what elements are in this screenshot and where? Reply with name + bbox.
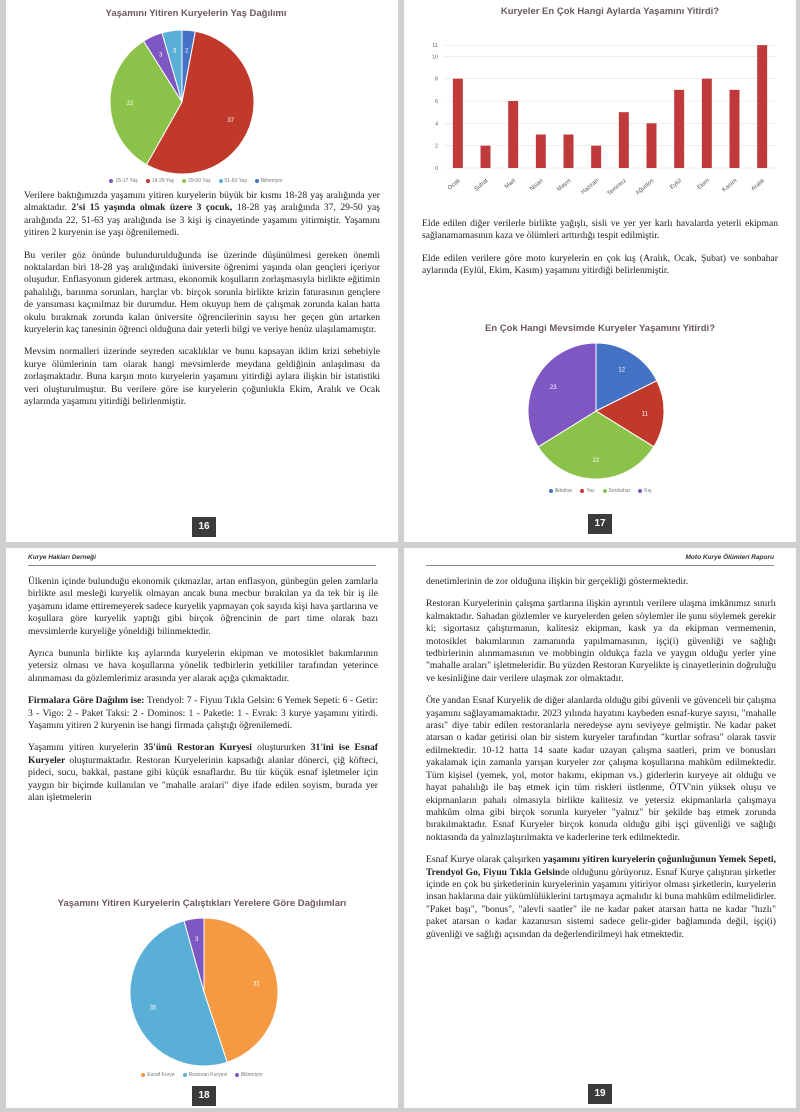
legend-item: Bilinmiyor: [235, 1072, 263, 1078]
p16-para1-bold: 2'si 15 yaşında olmak üzere 3 çocuk,: [71, 202, 233, 214]
y-tick-label: 4: [434, 121, 438, 128]
pie-label: 3: [159, 52, 163, 59]
workplace-pie-chart: [124, 912, 284, 1072]
p18-para4-b: 35'ünü Restoran Kuryesi: [143, 742, 252, 754]
legend-item: 18-28 Yaş: [146, 178, 174, 184]
legend-swatch: [146, 179, 150, 183]
p19-para4-b: yaşamını yitiren kuryelerin çoğunluğunun Yemek Sepeti, Trendyol Go, Fiyuu Tıkla Gelsin: [426, 854, 777, 878]
y-tick-label: 11: [432, 43, 438, 50]
p18-para4-e: oluşturmaktadır. Restoran Kuryelerinin kapsadığı alanlar dönerci, çiğ köfteci, pideci, sucu, bakkal, pastane gibi küçük esnaflardır. Bu tür küçük esnaf işletmeler için yaygın bir biçimde kullanılan ve "mahalle aralari" diye ifade edilen soyism, burada yer alan işletmelerin: [28, 754, 379, 804]
bar-mart: [508, 101, 518, 168]
header-rule: [426, 565, 774, 566]
bar-haziran: [591, 146, 601, 168]
p16-text: [24, 190, 380, 419]
p16-para1-a: Verilere baktığımızda yaşamını yitiren kuryelerin büyük bir kısmı 18-28 yaş aralığında yer almaktadır.: [24, 190, 380, 214]
page-number: 18: [192, 1086, 216, 1106]
page-number: 17: [588, 514, 612, 534]
x-tick-label: Kasım: [721, 178, 739, 194]
p18-para3-rest: Trendyol: 7 - Fiyuu Tıkla Gelsin: 6 Yemek Sepeti: 6 - Getir: 3 - Vigo: 2 - Paket Taksi: 2 - Dominos: 1 - Paketle: 1 - Evrak: 3 kurye yaşamını yitirdi. Yaşamını yitiren 2 kuryenin ise hangi firmada çalıştığı öğrenilemedi.: [28, 695, 379, 732]
header-left: Kurye Hakları Derneği: [28, 554, 96, 561]
legend-item: Esnaf Kurye: [141, 1072, 174, 1078]
legend-swatch: [255, 179, 259, 183]
age-chart-title: Yaşamını Yitiren Kuryelerin Yaş Dağılımı: [105, 8, 287, 19]
x-tick-label: Mart: [503, 178, 518, 191]
legend-swatch: [580, 489, 584, 493]
legend-swatch: [638, 489, 642, 493]
pie-label: 11: [641, 411, 649, 418]
legend-swatch: [235, 1073, 239, 1077]
header-right: Moto Kurye Ölümleri Raporu: [685, 554, 774, 561]
pie-label: 22: [592, 457, 600, 464]
legend-swatch: [603, 489, 607, 493]
p19-para3: Öte yandan Esnaf Kuryelik de diğer alanlarda olduğu gibi güvenli ve güvenceli bir çalışma yaşamını sağlayamamaktadır. 2023 yılında hayatını kaybeden esnaf-kurye sayısı, "mahalle arası" diye tabir edilen restoranlarla neredeyse aynı seviyeye gelmiştir. Ne kadar paket atarsan o kadar getirisi olan bir sistem kuryeler tarafından "kurtlar sofrası" olarak tasvir edilmektedir. 10-12 hatta 14 saate kadar uzayan çalışma saatleri, prim ve bonusları yakalamak için zamanla yarışan kuryeler zor çalışma koşullarına mahkûm edilmektedir. Tüm kişisel (yemek, yol, motor bakımı, ekipman vs.) giderlerin kuryeye ait olduğu ve hayat pahalılığı ile baş etmek için tüm riskleri üstlenme, ÖTV'nin yüksek oluşu ve ekipmanların pahalı olmasıyla birlikte kalitesiz ve yetersiz ekipmanlarla çalışmaya mahkûm olma gibi birçok sorunla kuryeler "yalnız" bir şekilde baş etmek zorunda bırakılmaktadır. Esnaf Kuryeler birçok konuda olduğu gibi işçi güvenliği ve sağlığı noktasında da yalnızlaştırılmakta ve kaderlerine terk edilmektedir.: [426, 695, 776, 843]
y-tick-label: 8: [434, 76, 438, 83]
p18-para3-bold: Firmalara Göre Dağılım ise:: [28, 695, 145, 707]
page-number: 19: [588, 1084, 612, 1104]
p16-para3: Mevsim normalleri üzerinde seyreden sıcaklıklar ve bunu kapsayan iklim krizi sebebiyle kurye ölümlerinin tam olarak hangi mevsimlerde meydana geldiğinin anlaşılması da zorlaşmaktadır. Buna karşın moto kuryelerin yaşamını yitirdiği aylara ilişkin bir istatistiki veri oluşturulmuştur. Bu verilere göre ise kuryelerin çoğunlukla Ekim, Aralık ve Ocak aylarında yaşamını yitirdiği belirlenmiştir.: [24, 346, 380, 408]
legend-item: İlkbahar: [549, 488, 573, 494]
pie-label: 35: [149, 1005, 157, 1012]
p19-para2: Restoran Kuryelerinin çalışma şartlarına ilişkin ayrıntılı verilere ulaşma imkânımız sınırlı kalmaktadır. Sahadan gözlemler ve kuryelerden gelen söylemler ile şunu söylemek gerekir ki; sigortasız çalıştırmanın, kalitesiz ekipman, kask ya da ekipman vermemenin, motosiklet bakımlarının zamanında yapılmamasının, işçi(i) güvenliği ve sağlığı tedbirlerinin alınmamasının ve mobbingin oldukça fazla ve yaygın olduğu yerler yine "mahalle araları" işletmeleridir. Bu yüzden Restoran Kuryelikte iş cinayetlerinin doğruluğu ve kesinliğine dair verilere ulaşmak zor olmaktadır.: [426, 598, 776, 684]
pie-label: 23: [549, 385, 557, 392]
p16-para2: Bu veriler göz önünde bulundurulduğunda ise üzerinde düşünülmesi gereken önemli noktalardan biri 18-28 yaş aralığındaki üniversite öğrenimi yaşında olan gençleri içeriyor oluşudur. Enflasyonun giderek artması, ekonomik koşulların zorlaşmasıyla birlikte eğitimin pahalılığı, barınma sorunları, harçlar vb. birçok sorunla birlikte krizin faturasının gençlere de yansıması kaçınılmaz bir durumdur. Hem okuyup hem de çalışmak zorunda kalan hatta okulu bırakmak zorunda kalan üniversite öğrencilerinin sayısı her geçen gün artarken kuryelerin kaç tanesinin öğrenci olduğuna dair yeterli bilgi ve veriye henüz ulaşılamamıştır.: [24, 249, 380, 336]
legend-item: 29-50 Yaş: [182, 178, 210, 184]
page-number: 16: [192, 517, 216, 537]
p18-para4: [28, 742, 378, 804]
p17-para2: Elde edilen verilere göre moto kuryelerin en çok kış (Aralık, Ocak, Şubat) ve sonbahar aylarında (Eylül, Ekim, Kasım) yaşamını yitirdiği belirlenmiştir.: [422, 252, 778, 277]
p16-para1: [24, 190, 380, 240]
x-tick-label: Ekim: [696, 178, 711, 192]
season-pie-chart: [516, 336, 676, 486]
page-19: [404, 548, 796, 1108]
season-chart-title: En Çok Hangi Mevsimde Kuryeler Yaşamını Yitirdi?: [484, 323, 715, 334]
p19-para4-a: Esnaf Kurye olarak çalışırken: [426, 854, 541, 866]
page-16: [6, 0, 398, 542]
month-bar-chart: [414, 0, 786, 205]
legend-item: Restoran Kuryesi: [183, 1072, 227, 1078]
x-tick-label: Nisan: [529, 178, 545, 193]
page-18: [6, 548, 398, 1108]
x-tick-label: Mayıs: [556, 178, 573, 193]
p18-text: [28, 576, 378, 815]
bar-nisan: [536, 135, 546, 169]
p17-text: [422, 218, 778, 288]
x-tick-label: Ocak: [447, 178, 462, 192]
month-chart-title: Kuryeler En Çok Hangi Aylarda Yaşamını Yitirdi?: [500, 6, 720, 17]
pie-label: 22: [126, 101, 134, 108]
legend-item: 51-63 Yaş: [219, 178, 247, 184]
p18-para1: Ülkenin içinde bulunduğu ekonomik çıkmazlar, artan enflasyon, günbegün gelen zamlarla birlikte asıl mesleği kuryelik olmayan ancak buna mecbur bırakılan ya da tek bir iş ile yaşamını idame ettiremeyerek sadece kuryelik yapmayan çok sayıda kişi hava şartlarına ve koşullara göre kuryelik yaptığı gibi birçok öğrencinin de part time olarak bazı mevsimlerde kuryeliğe yöneldiği bilinmektedir.: [28, 576, 378, 637]
legend-item: Yaz: [580, 488, 594, 494]
season-legend: [464, 488, 736, 494]
y-tick-label: 0: [434, 166, 438, 172]
pie-label: 3: [173, 48, 177, 55]
legend-item: 15-17 Yaş: [109, 178, 137, 184]
workplace-chart-title: Yaşamını Yitiren Kuryelerin Çalıştıkları Yerelere Göre Dağılımları: [57, 898, 347, 909]
bar-ekim: [702, 79, 712, 168]
x-tick-label: Şubat: [473, 178, 490, 193]
p19-para4-c: de olduğunu görüyoruz. Esnaf Kurye çalıştıran şirketler içinde en çok bu şirketlerinin kuryelerinin yaşamını yitiriyor olması şirketlerin, kuryelerin insan haklarına dair yükümlülüklerini tartışmaya açmalıdır ki buna mahkûm edilmelidirler. "Paket başı", "bonus", "alevli saatler" ile ne kadar paket atarsan hatta ne kadar "hızlı" paket atarsan o kadar kazanırsın sistemi sadece gelir-gider bağlamında değil, işçi(i) güvenliği ve sağlığı açısından da değerlendirilmeyi hak etmektedir.: [426, 866, 776, 940]
p18-para4-a: Yaşamını yitiren kuryelerin: [28, 742, 139, 754]
bar-aralık: [757, 45, 767, 168]
bar-mayıs: [564, 135, 574, 169]
x-tick-label: Haziran: [580, 178, 601, 196]
p16-para1-c: 18-28 yaş aralığında 37, 29-50 yaş aralığında 22, 51-63 yaş aralığında ise 3 kişi iş cinayetinde yaşamını yitirmiştir. Yaşamını yitiren 2 kuryenin ise yaşı öğrenilemedi.: [24, 202, 381, 239]
legend-item: Kış: [638, 488, 651, 494]
pie-label: 37: [227, 117, 235, 124]
bar-temmuz: [619, 112, 629, 168]
legend-swatch: [141, 1073, 145, 1077]
p19-para1: denetimlerinin de zor olduğuna ilişkin bir gerçekliği göstermektedir.: [426, 576, 689, 587]
y-tick-label: 6: [434, 99, 438, 105]
page-17: [404, 0, 796, 542]
pie-label: 12: [618, 367, 626, 374]
legend-item: Bilinmiyor: [255, 178, 283, 184]
bar-kasım: [730, 90, 740, 168]
p18-para3: [28, 695, 378, 732]
p19-text: [426, 576, 776, 951]
x-tick-label: Ağustos: [634, 178, 656, 197]
p19-para4: [426, 854, 776, 941]
bar-ağustos: [647, 123, 657, 168]
legend-item: Sonbahar: [603, 488, 631, 494]
legend-swatch: [549, 489, 553, 493]
p18-para4-d: 31'ini ise Esnaf Kuryeler: [28, 742, 378, 766]
p17-para1: Elde edilen diğer verilerle birlikte yağışlı, sisli ve yer yer karlı havalarda yeterli ekipman sağlanamamasının kaza ve ölümleri arttırdığı tespit edilmiştir.: [422, 218, 778, 242]
p18-para2: Ayrıca bununla birlikte kış aylarında kuryelerin ekipman ve motosiklet bakımlarının yetersiz olması ve hava koşullarına yönelik tedbirlerin yetkililer tarafından yeterince alınmaması da gözlemlerimiz arasında yer alarak açığa çıkmaktadır.: [28, 648, 378, 684]
bar-şubat: [481, 146, 491, 168]
x-tick-label: Aralık: [750, 178, 767, 193]
legend-swatch: [109, 179, 113, 183]
bar-ocak: [453, 79, 463, 168]
x-tick-label: Temmuz: [606, 178, 628, 198]
p18-para4-c: oluştururken: [257, 742, 306, 754]
pie-label: 3: [195, 937, 199, 944]
legend-swatch: [183, 1073, 187, 1077]
header-rule: [28, 565, 376, 566]
y-tick-label: 2: [434, 143, 438, 150]
workplace-legend: [66, 1072, 338, 1078]
x-tick-label: Eylül: [669, 178, 684, 191]
bar-eylül: [674, 90, 684, 168]
y-tick-label: 10: [431, 54, 438, 61]
age-legend: [66, 178, 326, 184]
age-pie-chart: [102, 20, 262, 180]
pie-label: 2: [185, 48, 189, 55]
legend-swatch: [182, 179, 186, 183]
legend-swatch: [219, 179, 223, 183]
pie-label: 31: [253, 981, 260, 988]
